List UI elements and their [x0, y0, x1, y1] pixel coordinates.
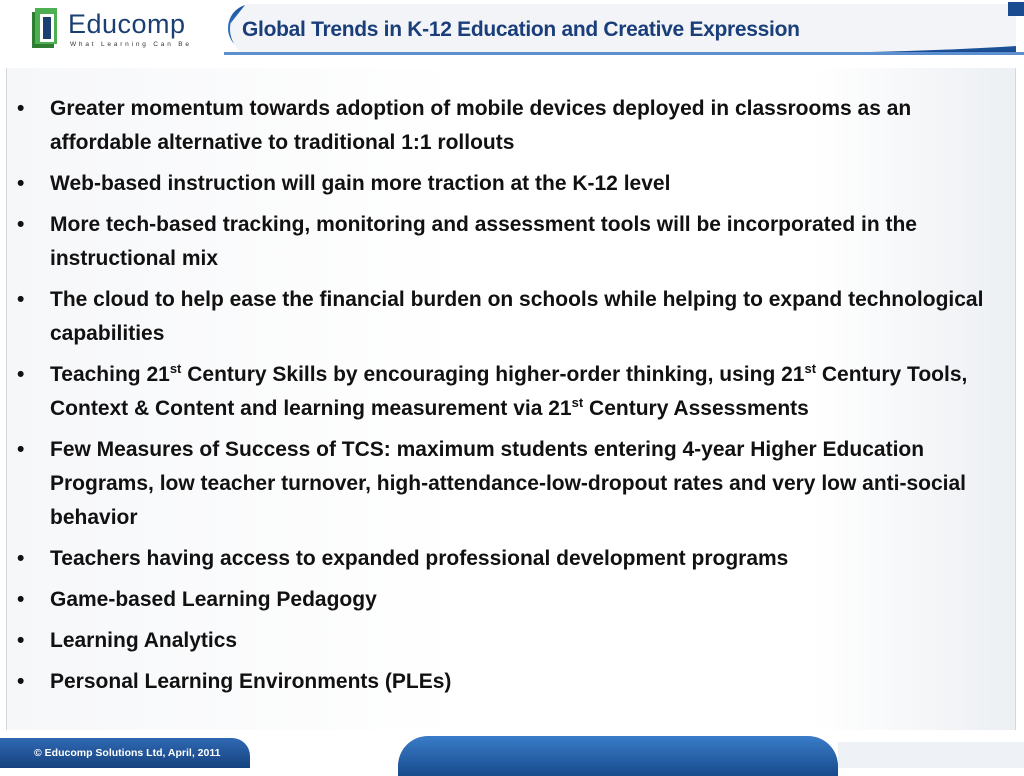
bullet-text: The cloud to help ease the financial burden on schools while helping to expand technological capabilities	[50, 288, 984, 345]
bullet-item	[17, 542, 1012, 576]
bullet-item	[17, 358, 1012, 426]
bullet-text: Greater momentum towards adoption of mobile devices deployed in classrooms as an affordable alternative to traditional 1:1 rollouts	[50, 97, 912, 154]
corner-accent	[1008, 2, 1024, 16]
bullet-text: Teachers having access to expanded professional development programs	[50, 547, 789, 570]
ordinal-suffix: st	[169, 361, 182, 376]
bullet-dot: •	[17, 172, 25, 195]
educomp-logo-icon	[32, 8, 60, 50]
bullet-text-part: Century Skills by encouraging higher-order thinking, using 21	[181, 363, 805, 386]
footer-right-bar	[398, 736, 838, 776]
bullet-item	[17, 167, 1012, 201]
bullet-dot: •	[17, 588, 25, 611]
bullet-dot: •	[17, 363, 25, 386]
bullet-dot: •	[17, 438, 25, 461]
educomp-logo	[32, 8, 192, 52]
bullet-text: Web-based instruction will gain more traction at the K-12 level	[50, 172, 671, 195]
bullet-text: Game-based Learning Pedagogy	[50, 588, 377, 611]
bullet-list	[17, 92, 1012, 706]
bullet-text: Personal Learning Environments (PLEs)	[50, 670, 452, 693]
bullet-item	[17, 433, 1012, 535]
title-underline	[224, 52, 1024, 55]
bullet-item	[17, 665, 1012, 699]
bullet-dot: •	[17, 547, 25, 570]
bullet-dot: •	[17, 670, 25, 693]
bullet-text	[50, 363, 967, 420]
bullet-text: More tech-based tracking, monitoring and assessment tools will be incorporated in the instructional mix	[50, 213, 917, 270]
copyright-text: © Educomp Solutions Ltd, April, 2011	[34, 747, 221, 759]
bullet-item	[17, 583, 1012, 617]
content-panel	[6, 68, 1016, 730]
slide-title: Global Trends in K-12 Education and Creative Expression	[242, 18, 800, 41]
slide-header	[0, 0, 1024, 66]
logo-tagline: What Learning Can Be	[70, 41, 192, 48]
footer-right-panel	[838, 742, 1024, 768]
bullet-item	[17, 624, 1012, 658]
bullet-item	[17, 283, 1012, 351]
bullet-text-part: Century Assessments	[583, 397, 809, 420]
bullet-text: Few Measures of Success of TCS: maximum students entering 4-year Higher Education Programs, low teacher turnover, high-attendance-low-dropout rates and very low anti-social behavior	[50, 438, 967, 529]
bullet-dot: •	[17, 629, 25, 652]
bullet-text-part: Teaching 21	[50, 363, 170, 386]
logo-name: Educomp	[68, 9, 186, 39]
ordinal-suffix: st	[804, 361, 817, 376]
slide-footer	[0, 730, 1024, 768]
bullet-text: Learning Analytics	[50, 629, 238, 652]
bullet-text-part: Century Tools, Context & Content and learning measurement via 21	[50, 363, 968, 420]
bullet-item	[17, 92, 1012, 160]
bullet-item	[17, 208, 1012, 276]
bullet-dot: •	[17, 288, 25, 311]
bullet-dot: •	[17, 213, 25, 236]
bullet-dot: •	[17, 97, 25, 120]
ordinal-suffix: st	[571, 395, 584, 410]
